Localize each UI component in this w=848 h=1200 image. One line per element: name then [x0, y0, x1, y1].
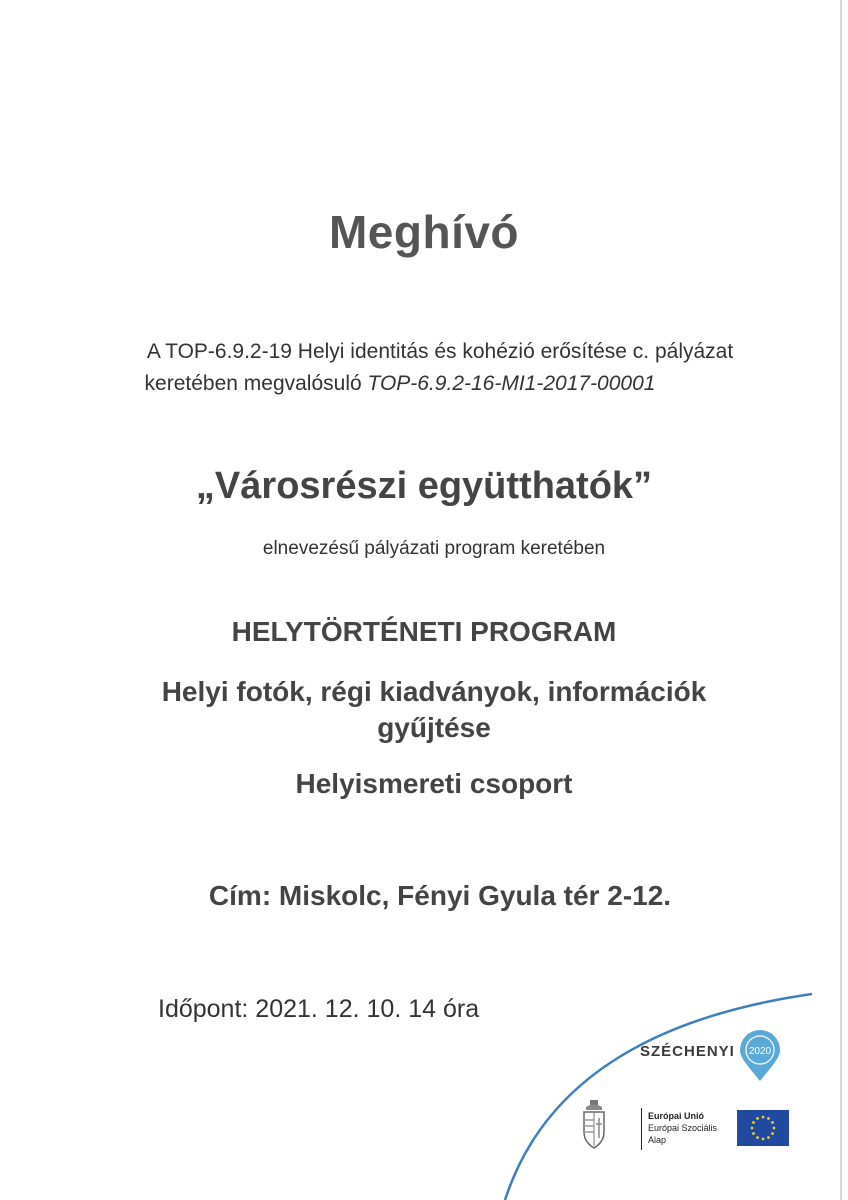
eu-flag-icon: [737, 1110, 789, 1146]
logo-divider: [641, 1108, 642, 1150]
intro-line-2-prefix: keretében megvalósuló: [144, 372, 368, 395]
hungarian-crest-icon: [578, 1098, 610, 1154]
intro-line-2: [20, 372, 780, 396]
map-pin-icon: [738, 1030, 782, 1082]
document-title: Meghívó: [328, 206, 520, 258]
project-code: TOP-6.9.2-16-MI1-2017-00001: [367, 372, 656, 395]
event-time: Időpont: 2021. 12. 10. 14 óra: [158, 995, 480, 1023]
intro-line-1: A TOP-6.9.2-19 Helyi identitás és kohézió erősítése c. pályázat: [146, 340, 734, 363]
eu-line-3: Alap: [648, 1135, 667, 1145]
program-subheading-line-2: gyűjtése: [377, 712, 491, 743]
program-heading: HELYTÖRTÉNETI PROGRAM: [231, 616, 617, 647]
program-name: „Városrészi együtthatók”: [195, 465, 653, 507]
address: Cím: Miskolc, Fényi Gyula tér 2-12.: [208, 880, 672, 911]
eu-text: [648, 1110, 717, 1146]
program-subheading-line-1: Helyi fotók, régi kiadványok, információk: [161, 676, 707, 707]
szechenyi-label: SZÉCHENYI: [640, 1043, 735, 1060]
eu-line-2: Európai Szociális: [648, 1123, 718, 1133]
group-name: Helyismereti csoport: [295, 768, 573, 799]
page-edge: [840, 0, 842, 1200]
eu-line-1: Európai Unió: [648, 1111, 704, 1121]
program-naming: elnevezésű pályázati program keretében: [262, 538, 606, 559]
pin-year: 2020: [748, 1046, 772, 1057]
